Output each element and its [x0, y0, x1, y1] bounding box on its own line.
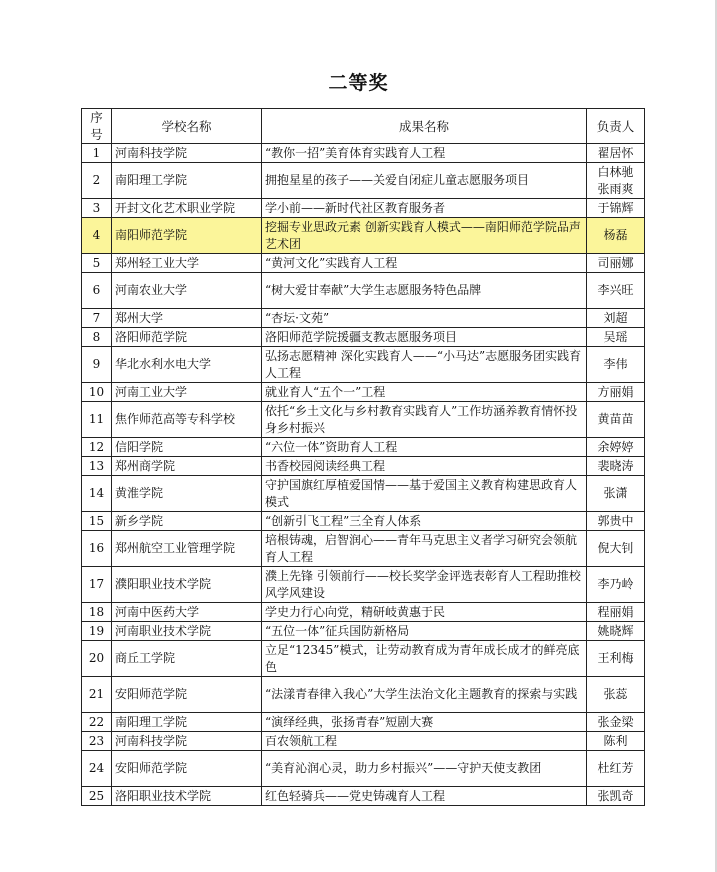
cell-no: 1 — [82, 144, 112, 163]
table-row — [82, 622, 645, 641]
cell-school: 河南科技学院 — [112, 144, 262, 163]
table-row — [82, 273, 645, 309]
cell-leader: 李伟 — [587, 347, 645, 383]
cell-leader: 裴晓涛 — [587, 457, 645, 476]
cell-result: “教你一招”美育体育实践育人工程 — [262, 144, 587, 163]
header-result: 成果名称 — [262, 109, 587, 144]
cell-leader: 张潇 — [587, 476, 645, 512]
table-row — [82, 787, 645, 806]
header-school: 学校名称 — [112, 109, 262, 144]
awards-table — [81, 108, 645, 806]
cell-school: 河南职业技术学院 — [112, 622, 262, 641]
cell-leader: 余婷婷 — [587, 438, 645, 457]
table-row — [82, 218, 645, 254]
table-row — [82, 328, 645, 347]
cell-school: 郑州航空工业管理学院 — [112, 531, 262, 567]
cell-no: 19 — [82, 622, 112, 641]
cell-result: “五位一体”征兵国防新格局 — [262, 622, 587, 641]
cell-leader: 李兴旺 — [587, 273, 645, 309]
table-row — [82, 383, 645, 402]
table-row — [82, 163, 645, 199]
cell-leader: 方丽娟 — [587, 383, 645, 402]
cell-result: 红色轻骑兵——党史铸魂育人工程 — [262, 787, 587, 806]
cell-result: “杏坛·文苑” — [262, 309, 587, 328]
table-body — [82, 144, 645, 806]
cell-no: 6 — [82, 273, 112, 309]
cell-leader: 司丽娜 — [587, 254, 645, 273]
cell-result: 培根铸魂，启智润心——青年马克思主义者学习研究会领航育人工程 — [262, 531, 587, 567]
table-row — [82, 144, 645, 163]
cell-no: 14 — [82, 476, 112, 512]
cell-leader: 杨磊 — [587, 218, 645, 254]
table-row — [82, 713, 645, 732]
cell-school: 安阳师范学院 — [112, 751, 262, 787]
cell-no: 22 — [82, 713, 112, 732]
cell-leader: 陈利 — [587, 732, 645, 751]
table-row — [82, 438, 645, 457]
cell-result: 挖掘专业思政元素 创新实践育人模式——南阳师范学院品声艺术团 — [262, 218, 587, 254]
table-row — [82, 309, 645, 328]
cell-leader: 张蕊 — [587, 677, 645, 713]
cell-no: 4 — [82, 218, 112, 254]
cell-school: 南阳理工学院 — [112, 713, 262, 732]
cell-no: 17 — [82, 567, 112, 603]
cell-no: 13 — [82, 457, 112, 476]
cell-school: 郑州轻工业大学 — [112, 254, 262, 273]
cell-no: 18 — [82, 603, 112, 622]
cell-result: “演绎经典，张扬青春”短剧大赛 — [262, 713, 587, 732]
cell-no: 2 — [82, 163, 112, 199]
cell-leader: 黄苗苗 — [587, 402, 645, 438]
cell-school: 洛阳师范学院 — [112, 328, 262, 347]
cell-school: 洛阳职业技术学院 — [112, 787, 262, 806]
header-leader: 负责人 — [587, 109, 645, 144]
table-row — [82, 457, 645, 476]
cell-result: 学史力行心向党，精研岐黄惠于民 — [262, 603, 587, 622]
header-no: 序号 — [82, 109, 112, 144]
cell-leader: 程丽娟 — [587, 603, 645, 622]
cell-result: 学小前——新时代社区教育服务者 — [262, 199, 587, 218]
cell-school: 河南工业大学 — [112, 383, 262, 402]
table-row — [82, 199, 645, 218]
cell-no: 16 — [82, 531, 112, 567]
cell-school: 郑州商学院 — [112, 457, 262, 476]
cell-no: 3 — [82, 199, 112, 218]
cell-leader: 倪大钊 — [587, 531, 645, 567]
cell-school: 郑州大学 — [112, 309, 262, 328]
header-row — [82, 109, 645, 144]
cell-school: 南阳理工学院 — [112, 163, 262, 199]
cell-no: 10 — [82, 383, 112, 402]
cell-result: 依托“乡土文化与乡村教育实践育人”工作坊涵养教育情怀投身乡村振兴 — [262, 402, 587, 438]
page-title: 二等奖 — [328, 72, 389, 94]
cell-leader: 姚晓辉 — [587, 622, 645, 641]
cell-no: 9 — [82, 347, 112, 383]
table-row — [82, 751, 645, 787]
table-row — [82, 531, 645, 567]
table-row — [82, 347, 645, 383]
cell-school: 焦作师范高等专科学校 — [112, 402, 262, 438]
cell-result: 拥抱星星的孩子——关爱自闭症儿童志愿服务项目 — [262, 163, 587, 199]
cell-result: “美育沁润心灵，助力乡村振兴”——守护天使支教团 — [262, 751, 587, 787]
cell-result: 百农领航工程 — [262, 732, 587, 751]
cell-result: 就业育人“五个一”工程 — [262, 383, 587, 402]
cell-result: “创新引飞工程”三全育人体系 — [262, 512, 587, 531]
cell-result: “法漾青春律入我心”大学生法治文化主题教育的探索与实践 — [262, 677, 587, 713]
cell-result: 濮上先锋 引领前行——校长奖学金评选表彰育人工程助推校风学风建设 — [262, 567, 587, 603]
table-row — [82, 732, 645, 751]
cell-school: 河南农业大学 — [112, 273, 262, 309]
cell-leader: 李乃岭 — [587, 567, 645, 603]
cell-leader: 郭贵中 — [587, 512, 645, 531]
cell-result: 守护国旗红厚植爱国情——基于爱国主义教育构建思政育人模式 — [262, 476, 587, 512]
cell-no: 25 — [82, 787, 112, 806]
cell-leader: 刘超 — [587, 309, 645, 328]
table-row — [82, 677, 645, 713]
table-row — [82, 641, 645, 677]
cell-result: 书香校园阅读经典工程 — [262, 457, 587, 476]
cell-no: 23 — [82, 732, 112, 751]
table-row — [82, 402, 645, 438]
cell-school: 濮阳职业技术学院 — [112, 567, 262, 603]
cell-no: 20 — [82, 641, 112, 677]
table-row — [82, 512, 645, 531]
table-row — [82, 254, 645, 273]
cell-no: 5 — [82, 254, 112, 273]
cell-school: 安阳师范学院 — [112, 677, 262, 713]
cell-school: 新乡学院 — [112, 512, 262, 531]
cell-school: 商丘工学院 — [112, 641, 262, 677]
cell-result: 洛阳师范学院援疆支教志愿服务项目 — [262, 328, 587, 347]
cell-leader: 翟居怀 — [587, 144, 645, 163]
cell-leader: 于锦辉 — [587, 199, 645, 218]
cell-leader: 杜红芳 — [587, 751, 645, 787]
cell-school: 信阳学院 — [112, 438, 262, 457]
cell-no: 12 — [82, 438, 112, 457]
cell-school: 华北水利水电大学 — [112, 347, 262, 383]
cell-leader: 吴瑶 — [587, 328, 645, 347]
cell-leader: 王利梅 — [587, 641, 645, 677]
cell-school: 河南科技学院 — [112, 732, 262, 751]
cell-school: 南阳师范学院 — [112, 218, 262, 254]
cell-result: 弘扬志愿精神 深化实践育人——“小马达”志愿服务团实践育人工程 — [262, 347, 587, 383]
cell-leader: 张金梁 — [587, 713, 645, 732]
cell-result: “六位一体”资助育人工程 — [262, 438, 587, 457]
cell-no: 15 — [82, 512, 112, 531]
cell-leader: 张凯奇 — [587, 787, 645, 806]
cell-no: 11 — [82, 402, 112, 438]
cell-result: 立足“12345”模式，让劳动教育成为青年成长成才的鲜亮底色 — [262, 641, 587, 677]
cell-no: 21 — [82, 677, 112, 713]
cell-no: 8 — [82, 328, 112, 347]
cell-school: 河南中医药大学 — [112, 603, 262, 622]
cell-leader: 白林驰 张雨爽 — [587, 163, 645, 199]
cell-no: 24 — [82, 751, 112, 787]
table-row — [82, 603, 645, 622]
table-row — [82, 567, 645, 603]
cell-result: “黄河文化”实践育人工程 — [262, 254, 587, 273]
cell-school: 黄淮学院 — [112, 476, 262, 512]
table-row — [82, 476, 645, 512]
cell-result: “树大爱甘奉献”大学生志愿服务特色品牌 — [262, 273, 587, 309]
cell-school: 开封文化艺术职业学院 — [112, 199, 262, 218]
cell-no: 7 — [82, 309, 112, 328]
